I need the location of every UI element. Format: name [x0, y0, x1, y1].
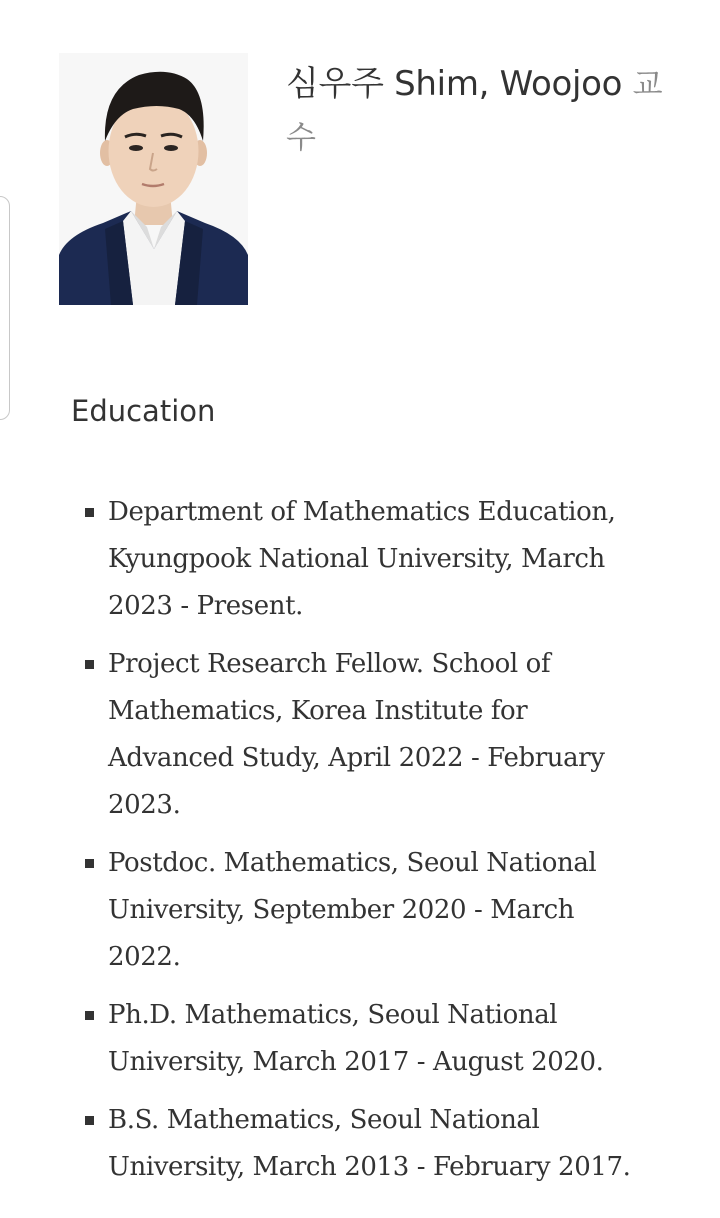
square-bullet-icon [85, 1116, 94, 1125]
education-list [108, 489, 653, 1202]
education-item [108, 992, 653, 1086]
profile-name-text: 심우주 Shim, Woojoo [286, 64, 623, 104]
education-item [108, 1097, 653, 1191]
square-bullet-icon [85, 660, 94, 669]
square-bullet-icon [85, 859, 94, 868]
education-item-text: Department of Mathematics Education, Kyungpook National University, March 2023 - Present. [108, 497, 616, 621]
side-drawer-tab[interactable] [0, 196, 10, 420]
education-item-text: Project Research Fellow. School of Mathematics, Korea Institute for Advanced Study, April 2022 - February 2023. [108, 649, 605, 820]
education-item [108, 840, 653, 981]
education-item [108, 641, 653, 829]
education-heading: Education [71, 394, 216, 428]
portrait-image [59, 53, 248, 305]
profile-photo [59, 53, 248, 305]
square-bullet-icon [85, 1011, 94, 1020]
education-item-text: B.S. Mathematics, Seoul National University, March 2013 - February 2017. [108, 1105, 631, 1182]
square-bullet-icon [85, 508, 94, 517]
profile-name [286, 58, 676, 164]
profile-title-suffix: 교수 [286, 67, 663, 156]
education-item [108, 489, 653, 630]
education-item-text: Postdoc. Mathematics, Seoul National University, September 2020 - March 2022. [108, 848, 597, 972]
education-item-text: Ph.D. Mathematics, Seoul National University, March 2017 - August 2020. [108, 1000, 604, 1077]
